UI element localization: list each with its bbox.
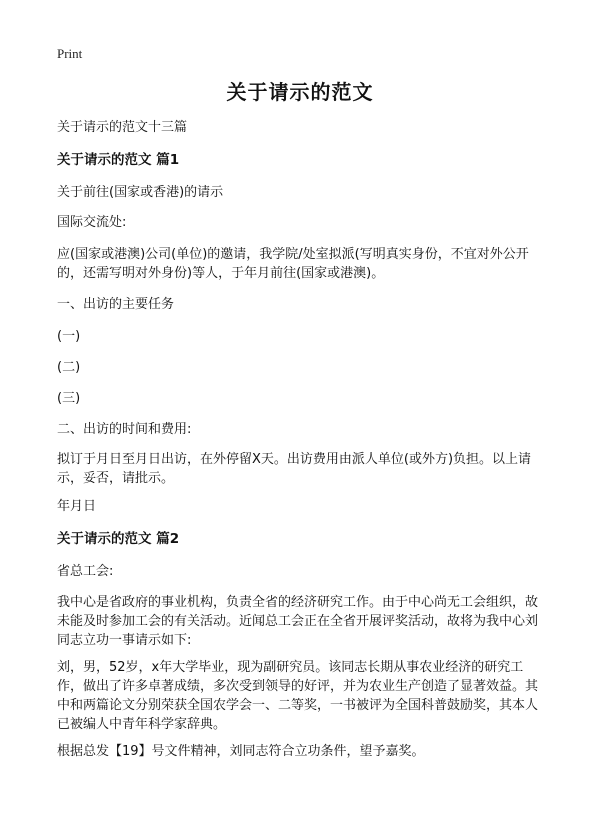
- page-title: 关于请示的范文: [226, 80, 374, 104]
- print-label: Print: [57, 46, 83, 61]
- section-heading-1: 关于请示的范文 篇1: [57, 152, 180, 168]
- paragraph: 根据总发【19】号文件精神，刘同志符合立功条件，望予嘉奖。: [57, 744, 425, 759]
- paragraph: 我中心是省政府的事业机构，负责全省的经济研究工作。由于中心尚无工会组织，故未能及时参加工会的有关活动。近闻总工会正在全省开展评奖活动，故将为我中心刘同志立功一事请示如下:: [57, 595, 539, 648]
- paragraph: (二): [57, 360, 81, 375]
- paragraph: 国际交流处:: [57, 215, 127, 230]
- section-heading-2: 关于请示的范文 篇2: [57, 531, 180, 547]
- paragraph: 拟订于月日至月日出访，在外停留X天。出访费用由派人单位(或外方)负担。以上请示，妥否，请批示。: [57, 452, 532, 486]
- paragraph: 二、出访的时间和费用:: [57, 422, 192, 437]
- paragraph: (三): [57, 391, 81, 406]
- paragraph: 省总工会:: [57, 564, 114, 579]
- paragraph: 刘，男，52岁，x年大学毕业，现为副研究员。该同志长期从事农业经济的研究工作，做出了许多卓著成绩，多次受到领导的好评，并为农业生产创造了显著效益。其中和两篇论文分别荣获全国农学会一、二等奖，一书被评为全国科普鼓励奖，其本人已被编人中青年科学家辞典。: [57, 660, 539, 732]
- paragraph: 年月日: [57, 499, 97, 514]
- paragraph: 应(国家或港澳)公司(单位)的邀请，我学院/处室拟派(写明真实身份，不宜对外公开的，还需写明对外身份)等人，于年月前往(国家或港澳)。: [57, 247, 529, 281]
- paragraph: 一、出访的主要任务: [57, 297, 175, 312]
- document-subtitle: 关于请示的范文十三篇: [57, 120, 188, 135]
- paragraph: (一): [57, 329, 81, 344]
- paragraph: 关于前往(国家或香港)的请示: [57, 185, 224, 200]
